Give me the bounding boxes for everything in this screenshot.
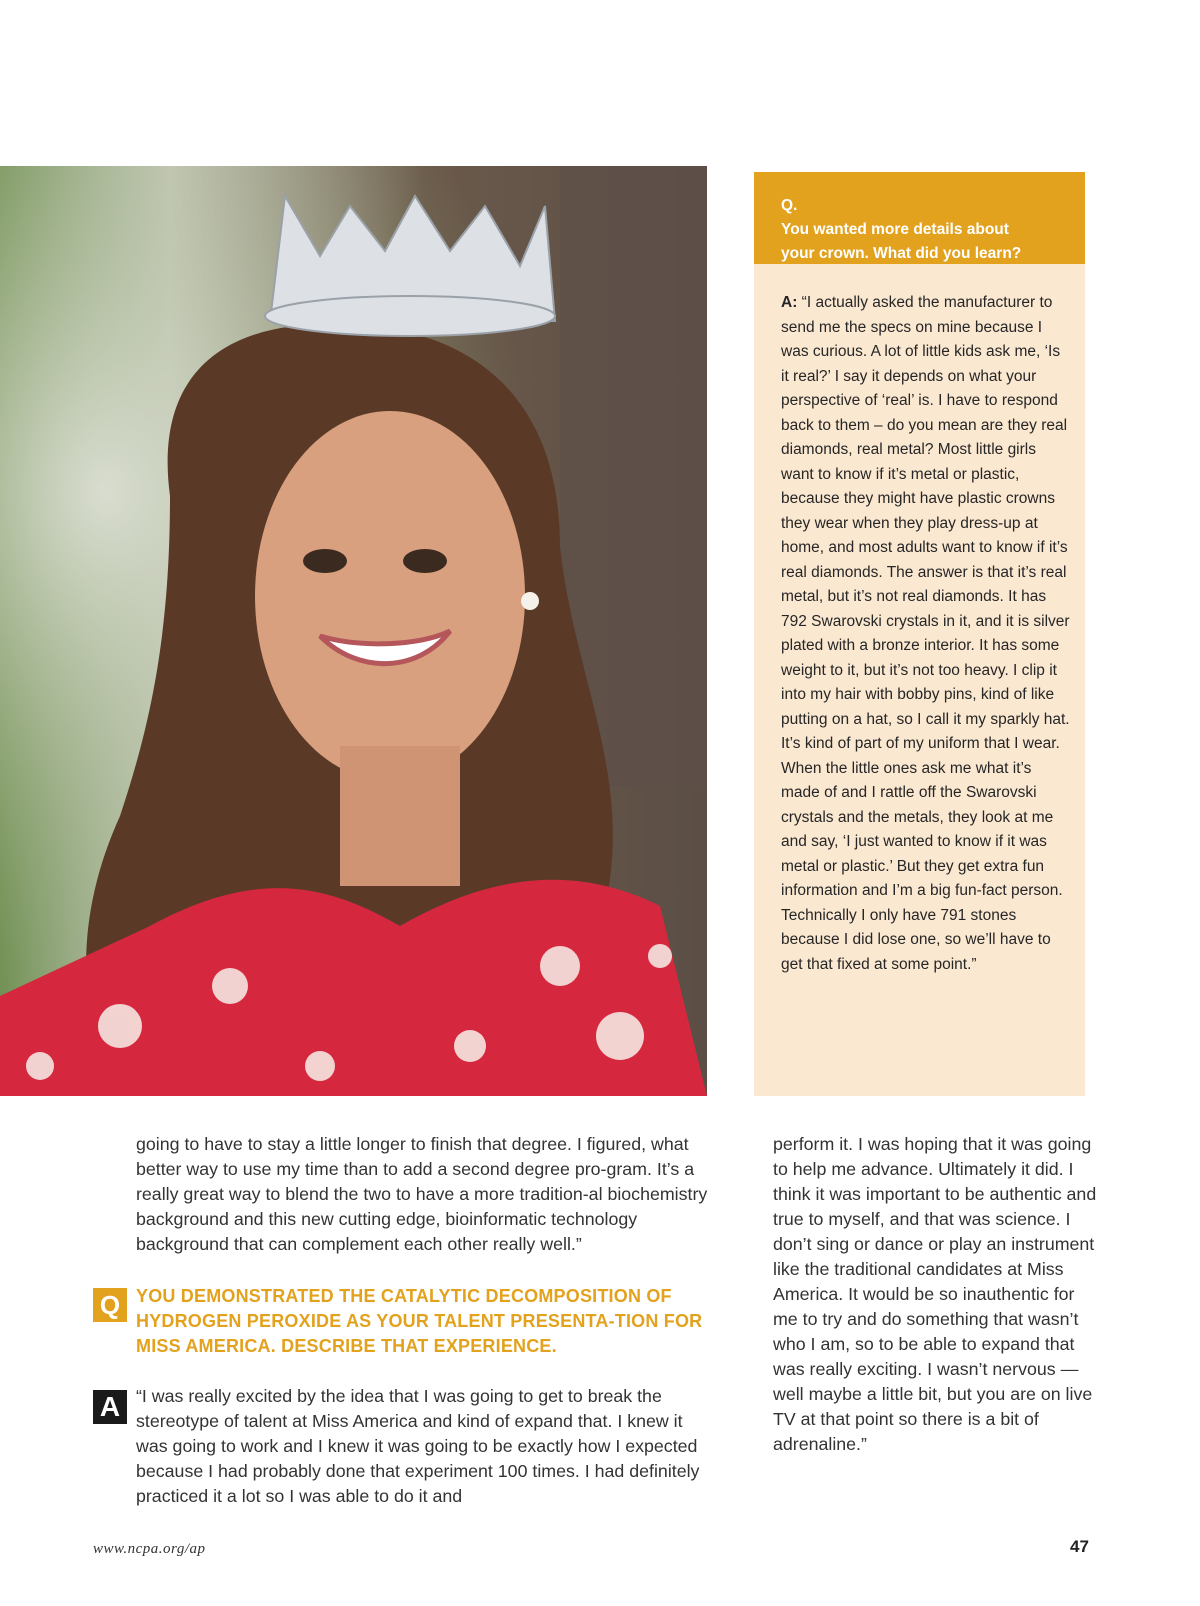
sidebar-answer-label: A: xyxy=(781,294,798,311)
answer-text-right: perform it. I was hoping that it was going to help me advance. Ultimately it did. I think it was important to be authentic and true to myself, and that was science. I don’t sing or dance or play an instrument like the traditional candidates at Miss America. It would be so inauthentic for me to try and do something that wasn’t who I am, so to be able to expand that was really exciting. I wasn’t nervous — well maybe a little bit, but you are on live TV at that point so there is a bit of adrenaline.” xyxy=(773,1134,1097,1454)
article-left-intro xyxy=(136,1132,716,1257)
portrait-illustration xyxy=(0,166,707,1096)
sidebar-question-text: You wanted more details about your crown. What did you learn? xyxy=(781,221,1022,262)
answer-text-left: “I was really excited by the idea that I was going to get to break the stereotype of talent at Miss America and kind of expand that. I knew it was going to work and I knew it was going to be exactly how I expected because I had probably done that experiment 100 times. I had definitely practiced it a lot so I was able to do it and xyxy=(136,1386,700,1506)
a-badge: A xyxy=(93,1390,127,1424)
sidebar-question-marker: Q. xyxy=(781,197,798,214)
q-badge: Q xyxy=(93,1288,127,1322)
sidebar-question xyxy=(754,172,1085,264)
page-number: 47 xyxy=(1070,1537,1089,1556)
footer-url[interactable]: www.ncpa.org/ap xyxy=(93,1541,206,1557)
portrait-photo xyxy=(0,166,707,1096)
sidebar-answer xyxy=(754,264,1085,1096)
question-text: YOU DEMONSTRATED THE CATALYTIC DECOMPOSITION OF HYDROGEN PEROXIDE AS YOUR TALENT PRESENTA-TION FOR MISS AMERICA. DESCRIBE THAT EXPERIENCE. xyxy=(136,1286,703,1356)
left-intro-paragraph: going to have to stay a little longer to finish that degree. I figured, what better way to use my time than to add a second degree pro-gram. It’s a really great way to blend the two to have a more tradition-al biochemistry background and this new cutting edge, bioinformatic technology background that can complement each other really well.” xyxy=(136,1134,708,1254)
sidebar-answer-text: “I actually asked the manufacturer to send me the specs on mine because I was curious. A lot of little kids ask me, ‘Is it real?’ I say it depends on what your perspective of ‘real’ is. I have to respond back to them – do you mean are they real diamonds, real metal? Most little girls want to know if it’s metal or plastic, because they might have plastic crowns they wear when they play dress-up at home, and most adults want to know if it’s real diamonds. The answer is that it’s real metal, but it’s not real diamonds. It has 792 Swarovski crystals in it, and it is silver plated with a bronze interior. It has some weight to it, but it’s not too heavy. I clip it into my hair with bobby pins, kind of like putting on a hat, so I call it my sparkly hat. It’s kind of part of my uniform that I wear. When the little ones ask me what it’s made of and I rattle off the Swarovski crystals and the metals, they look at me and say, ‘I just wanted to know if it was metal or plastic.’ But they get extra fun information and I’m a big fun-fact person. Technically I only have 791 stones because I did lose one, so we’ll have to get that fixed at some point.” xyxy=(781,294,1070,973)
